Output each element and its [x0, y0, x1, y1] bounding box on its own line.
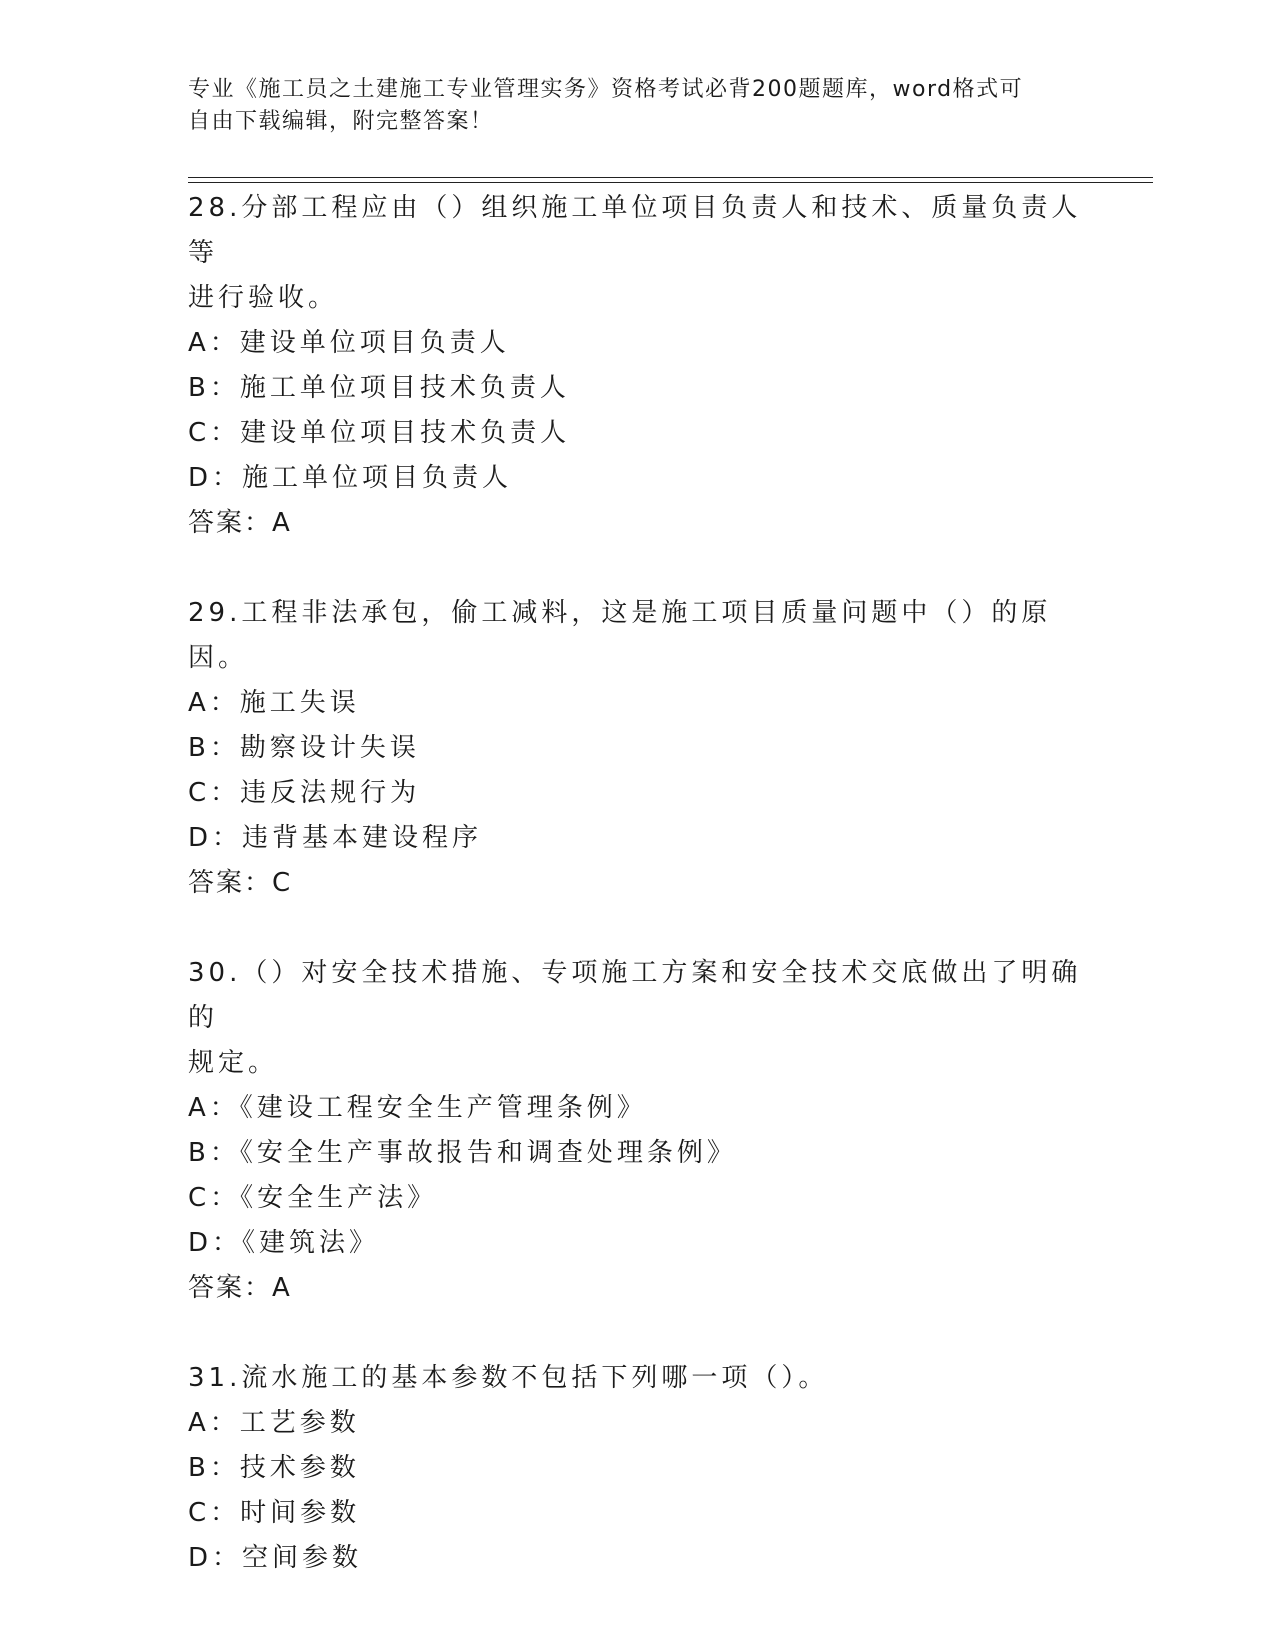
option-b: B：勘察设计失误 [188, 733, 420, 763]
document-header [188, 74, 1068, 138]
option-c: C：《安全生产法》 [188, 1183, 438, 1213]
question-stem-line: 进行验收。 [188, 283, 339, 313]
question-28 [188, 186, 1088, 546]
option-d: D：空间参数 [188, 1543, 363, 1573]
option-d: D：违背基本建设程序 [188, 823, 483, 853]
option-a: A：《建设工程安全生产管理条例》 [188, 1093, 647, 1123]
question-31 [188, 1356, 1088, 1581]
option-b: B：施工单位项目技术负责人 [188, 373, 570, 403]
answer-line: 答案：A [188, 508, 292, 538]
answer-line: 答案：C [188, 868, 293, 898]
question-stem-line: 规定。 [188, 1048, 279, 1078]
header-line-1: 专业《施工员之土建施工专业管理实务》资格考试必背200题题库，word格式可 [188, 77, 1024, 102]
header-divider-bottom [188, 182, 1153, 183]
question-stem-line: 30.（）对安全技术措施、专项施工方案和安全技术交底做出了明确的 [188, 958, 1082, 1033]
option-a: A：施工失误 [188, 688, 360, 718]
question-29 [188, 591, 1088, 906]
question-stem-line: 28.分部工程应由（）组织施工单位项目负责人和技术、质量负责人等 [188, 193, 1082, 268]
option-a: A：工艺参数 [188, 1408, 360, 1438]
option-c: C：建设单位项目技术负责人 [188, 418, 571, 448]
option-a: A：建设单位项目负责人 [188, 328, 510, 358]
question-stem-line: 31.流水施工的基本参数不包括下列哪一项（）。 [188, 1363, 829, 1393]
header-line-2: 自由下载编辑，附完整答案！ [188, 109, 494, 134]
option-c: C：时间参数 [188, 1498, 361, 1528]
question-30 [188, 951, 1088, 1311]
answer-line: 答案：A [188, 1273, 292, 1303]
question-list [188, 186, 1088, 1626]
option-c: C：违反法规行为 [188, 778, 421, 808]
header-divider-top [188, 177, 1153, 178]
option-d: D：《建筑法》 [188, 1228, 380, 1258]
option-b: B：技术参数 [188, 1453, 360, 1483]
option-d: D：施工单位项目负责人 [188, 463, 513, 493]
question-stem-line: 29.工程非法承包，偷工减料，这是施工项目质量问题中（）的原因。 [188, 598, 1052, 673]
option-b: B：《安全生产事故报告和调查处理条例》 [188, 1138, 737, 1168]
